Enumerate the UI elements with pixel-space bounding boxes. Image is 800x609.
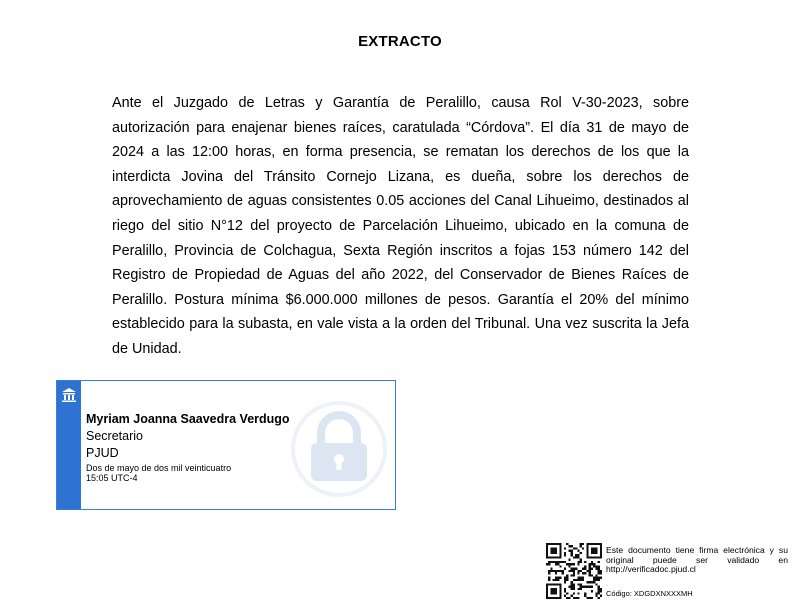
verification-code: Código: XDGDXNXXXMH (606, 589, 693, 598)
signature-time-line: 15:05 UTC-4 (86, 473, 138, 483)
signer-org: PJUD (86, 446, 119, 460)
signature-date-line: Dos de mayo de dos mil veinticuatro (86, 463, 232, 473)
qr-code-icon (546, 543, 602, 599)
verification-notice (606, 545, 788, 598)
document-title: EXTRACTO (358, 33, 442, 50)
signature-block (56, 380, 396, 510)
signature-accent-bar (57, 381, 81, 509)
signature-date (86, 463, 231, 483)
lock-icon (289, 399, 389, 499)
building-icon (61, 387, 77, 403)
verification-text: Este documento tiene firma electrónica y su original puede ser validado en http://verificadoc.pjud.cl (606, 545, 788, 574)
signer-name: Myriam Joanna Saavedra Verdugo (86, 412, 290, 426)
signer-role: Secretario (86, 429, 143, 443)
document-body: Ante el Juzgado de Letras y Garantía de Peralillo, causa Rol V-30-2023, sobre autorización para enajenar bienes raíces, caratulada “Córdova”. El día 31 de mayo de 2024 a las 12:00 horas, en forma presencia, se rematan los derechos de los que la interdicta Jovina del Tránsito Cornejo Lizana, es dueña, sobre los derechos de aprovechamiento de aguas consistentes 0.05 acciones del Canal Lihueimo, destinados al riego del sitio N°12 del proyecto de Parcelación Lihueimo, ubicado en la comuna de Peralillo, Provincia de Colchagua, Sexta Región inscritos a fojas 153 número 142 del Registro de Propiedad de Aguas del año 2022, del Conservador de Bienes Raíces de Peralillo. Postura mínima $6.000.000 millones de pesos. Garantía el 20% del mínimo establecido para la subasta, en vale vista a la orden del Tribunal. Una vez suscrita la Jefa de Unidad. (112, 95, 689, 357)
